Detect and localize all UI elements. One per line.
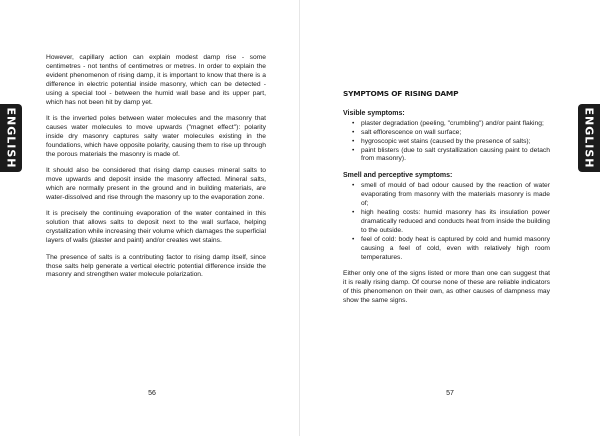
list-item: • high heating costs: humid masonry has its insulation power dramatically reduced and conducts heat from inside the building to the outside. [361,209,550,236]
list-item: • paint blisters (due to salt crystallization causing paint to detach from masonry). [361,147,550,165]
list-item: • plaster degradation (peeling, "crumbling") and/or paint flaking; [361,120,550,129]
page-number-left: 56 [148,390,156,397]
smell-symptoms-list [343,182,550,262]
list-item: • smell of mould of bad odour caused by the reaction of water evaporating from masonry with the materials masonry is made of; [361,182,550,209]
paragraph: It should also be considered that rising damp causes mineral salts to move upwards and deposit inside the masonry affected. Mineral salts, which are normally present in the ground and in building materials, are water-dissolved and rise through the masonry up to the evaporation zone. [46,167,266,201]
visible-symptoms-heading: Visible symptoms: [343,109,405,117]
closing-paragraph: Either only one of the signs listed or more than one can suggest that it is really rising damp. Of course none of these are reliable indicators of this phenomenon on their own, as other causes of dampness may show the same signs. [343,270,550,305]
section-title: SYMPTOMS OF RISING DAMP [343,89,459,98]
smell-symptoms-heading: Smell and perceptive symptoms: [343,172,453,180]
left-body-text [46,54,266,288]
page-number-right: 57 [446,390,454,397]
visible-symptoms-list [343,120,550,165]
paragraph: However, capillary action can explain modest damp rise - some centimetres - not tenths of centimetres or metres. In order to explain the evident phenomenon of rising damp, it is important to know that there is a difference in electric potential inside masonry, which can be detected - using a special tool - between the humid wall base and its upper part, which has not been hit by damp yet. [46,54,266,106]
paragraph: The presence of salts is a contributing factor to rising damp itself, since those salts help generate a vertical electric potential difference inside the masonry and strengthen water molecule polarization. [46,253,266,279]
list-item: • hygroscopic wet stains (caused by the presence of salts); [361,138,550,147]
language-tab-label: ENGLISH [4,107,18,169]
language-tab-label: ENGLISH [582,107,596,169]
right-body-text [343,90,550,306]
paragraph: It is the inverted poles between water molecules and the masonry that causes water molecules to move upwards ("magnet effect"): polarity inside dry masonry captures salty water molecules existing in the foundations, which have opposite polarity, causing them to rise up through the porous materials the masonry is made of. [46,115,266,158]
language-tab-left [0,104,22,172]
list-item: • salt efflorescence on wall surface; [361,129,550,138]
right-page [300,0,600,436]
list-item: • feel of cold: body heat is captured by cold and humid masonry causing a feel of cold, even with relatively high room temperatures. [361,236,550,263]
paragraph: It is precisely the continuing evaporation of the water contained in this solution that allows salts to deposit next to the wall surface, helping crystallization while increasing their volume which damages the superficial layers of walls (plaster and paint) and/or creates wet stains. [46,210,266,245]
language-tab-right [578,104,600,172]
